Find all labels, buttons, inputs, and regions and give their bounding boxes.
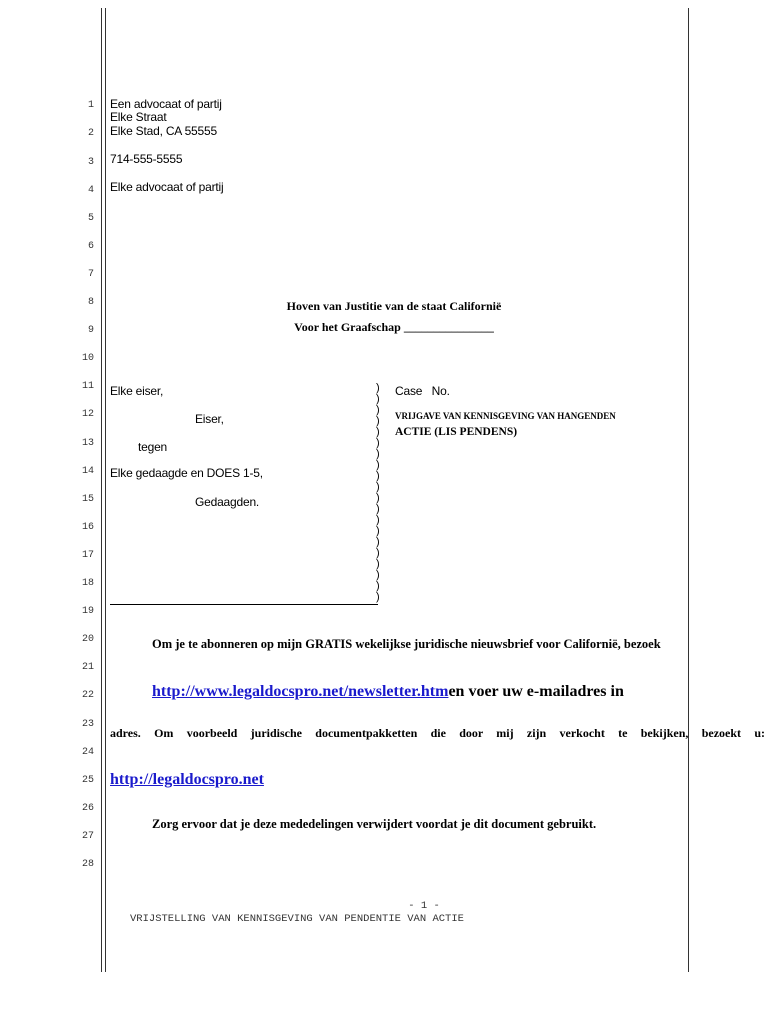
caption-parenthesis-column: ) ) ) ) ) ) ) ) ) ) ) ) ) ) ) ) ) ) ) ) [376, 382, 380, 603]
footer-title: VRIJSTELLING VAN KENNISGEVING VAN PENDENTIE VAN ACTIE [130, 913, 464, 925]
caption-bottom-rule [110, 604, 378, 605]
line-number: 20 [81, 634, 94, 645]
line-number: 17 [81, 550, 94, 561]
line-number: 14 [81, 466, 94, 477]
line-number: 15 [81, 494, 94, 505]
line-number: 10 [81, 353, 94, 364]
line-number: 22 [81, 690, 94, 701]
right-margin-rule [688, 8, 689, 972]
line-number: 13 [81, 438, 94, 449]
attorney-street: Elke Straat [110, 110, 167, 124]
case-no-label: No. [431, 384, 450, 398]
page-number: - 1 - [408, 900, 440, 912]
line-number: 26 [81, 803, 94, 814]
plaintiff-role: Eiser, [195, 412, 224, 426]
line-number: 28 [81, 859, 94, 870]
line-number: 2 [87, 128, 94, 139]
attorney-name: Een advocaat of partij [110, 97, 222, 111]
line-number: 21 [81, 662, 94, 673]
line-number: 4 [87, 185, 94, 196]
court-name: Hoven van Justitie van de staat Californië [286, 299, 502, 313]
line-number: 6 [87, 241, 94, 252]
line-number: 27 [81, 831, 94, 842]
attorney-phone: 714-555-5555 [110, 152, 183, 166]
site-link-line [110, 771, 264, 789]
court-county: Voor het Graafschap _______________ [294, 320, 494, 334]
line-number: 18 [81, 578, 94, 589]
line-number: 5 [87, 213, 94, 224]
line-number: 12 [81, 409, 94, 420]
defendant-name: Elke gedaagde en DOES 1-5, [110, 466, 263, 480]
line-number: 7 [87, 269, 94, 280]
line-number: 23 [81, 719, 94, 730]
document-title-line2: ACTIE (LIS PENDENS) [395, 426, 518, 438]
line-number: 16 [81, 522, 94, 533]
line-number: 8 [87, 297, 94, 308]
attorney-for: Elke advocaat of partij [110, 180, 224, 194]
left-margin-rule-outer [101, 8, 102, 972]
line-number: 24 [81, 747, 94, 758]
left-margin-rule-inner [105, 8, 106, 972]
versus-label: tegen [138, 440, 168, 454]
line-number: 19 [81, 606, 94, 617]
case-label: Case [395, 384, 423, 398]
site-link[interactable]: http://legaldocspro.net [110, 771, 264, 788]
plaintiff-name: Elke eiser, [110, 384, 164, 398]
newsletter-link-suffix: en voer uw e-mailadres in [448, 683, 624, 700]
line-number: 3 [87, 157, 94, 168]
line-number: 1 [87, 100, 94, 111]
document-packages-paragraph: adres. Om voorbeeld juridische documentpakketten die door mij zijn verkocht te bekijken, bezoekt u: [110, 726, 765, 740]
line-number: 25 [81, 775, 94, 786]
line-number: 11 [81, 381, 94, 392]
defendant-role: Gedaagden. [195, 495, 260, 509]
case-number-label [395, 384, 450, 398]
document-title-line1: VRIJGAVE VAN KENNISGEVING VAN HANGENDEN [395, 411, 616, 421]
attorney-city: Elke Stad, CA 55555 [110, 124, 217, 138]
newsletter-link[interactable]: http://www.legaldocspro.net/newsletter.htm [152, 683, 449, 700]
remove-notices-paragraph: Zorg ervoor dat je deze mededelingen verwijdert voordat je dit document gebruikt. [152, 817, 597, 831]
newsletter-link-line [152, 683, 624, 701]
newsletter-paragraph: Om je te abonneren op mijn GRATIS wekelijkse juridische nieuwsbrief voor Californië, bezoek [152, 637, 661, 651]
line-number: 9 [87, 325, 94, 336]
